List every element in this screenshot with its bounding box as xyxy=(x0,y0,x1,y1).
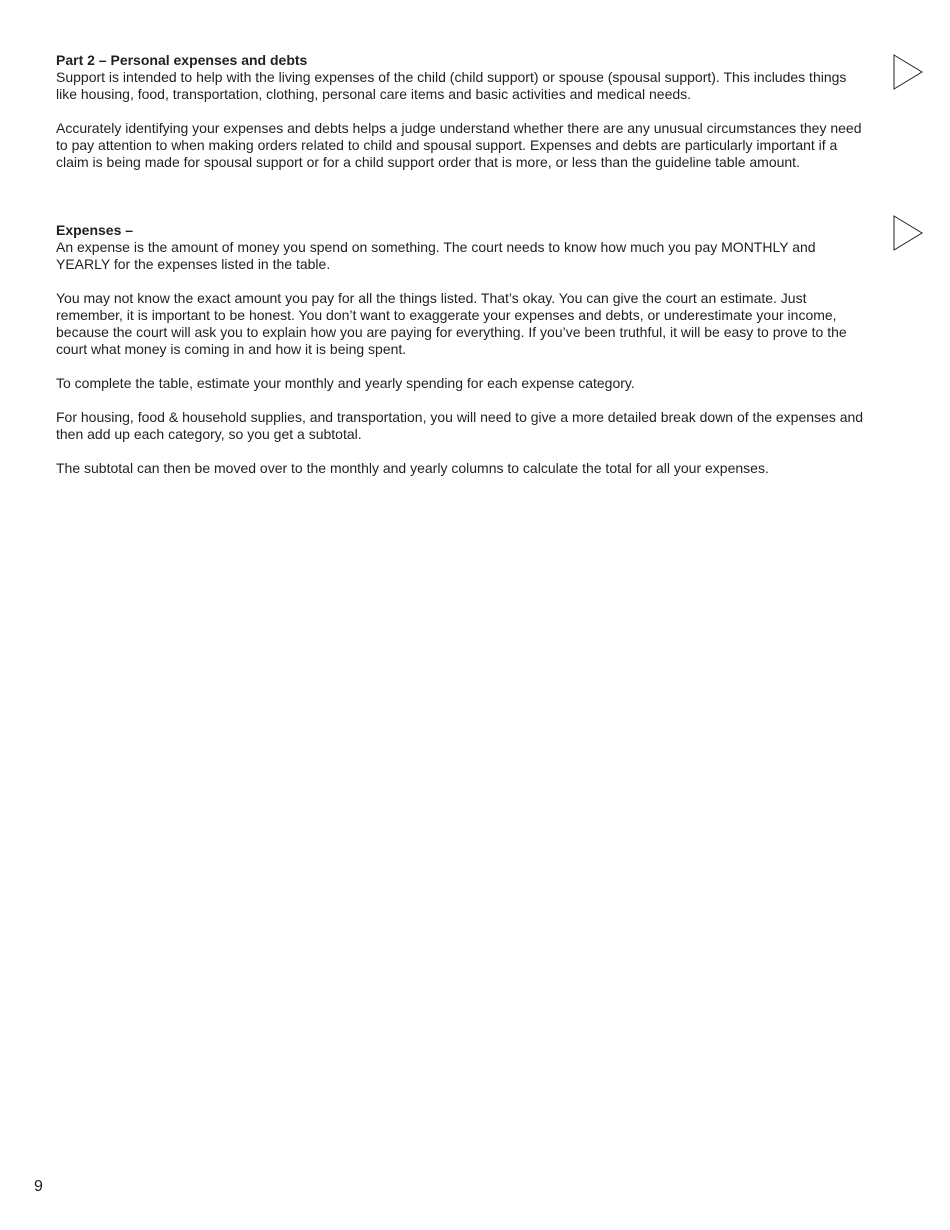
expenses-paragraph-4: For housing, food & household supplies, and transportation, you will need to give a more detailed break down of the expenses and then add up each category, so you get a subtotal. xyxy=(56,409,864,442)
expenses-paragraph-3: To complete the table, estimate your monthly and yearly spending for each expense category. xyxy=(56,375,635,391)
expenses-heading: Expenses – xyxy=(56,222,134,238)
play-arrow-outline-icon xyxy=(893,54,923,90)
part2-heading: Part 2 – Personal expenses and debts xyxy=(56,52,308,68)
page-number: 9 xyxy=(34,1178,43,1195)
part2-paragraph-1: Support is intended to help with the living expenses of the child (child support) or spouse (spousal support). This includes things like housing, food, transportation, clothing, personal care items and basic activities and medical needs. xyxy=(56,69,847,102)
expenses-paragraph-1: An expense is the amount of money you spend on something. The court needs to know how much you pay MONTHLY and YEARLY for the expenses listed in the table. xyxy=(56,239,816,272)
page-content xyxy=(56,52,866,477)
expenses-section xyxy=(56,222,866,477)
play-arrow-outline-icon xyxy=(893,215,923,251)
expenses-paragraph-5: The subtotal can then be moved over to the monthly and yearly columns to calculate the total for all your expenses. xyxy=(56,460,769,476)
expenses-paragraph-2: You may not know the exact amount you pay for all the things listed. That’s okay. You can give the court an estimate. Just remember, it is important to be honest. You don’t want to exaggerate your expenses and debts, or underestimate your income, because the court will ask you to explain how you are paying for everything. If you’ve been truthful, it will be easy to prove to the court what money is coming in and how it is being spent. xyxy=(56,290,847,357)
part2-section xyxy=(56,52,866,171)
part2-paragraph-2: Accurately identifying your expenses and debts helps a judge understand whether there are any unusual circumstances they need to pay attention to when making orders related to child and spousal support. Expenses and debts are particularly important if a claim is being made for spousal support or for a child support order that is more, or less than the guideline table amount. xyxy=(56,120,862,170)
